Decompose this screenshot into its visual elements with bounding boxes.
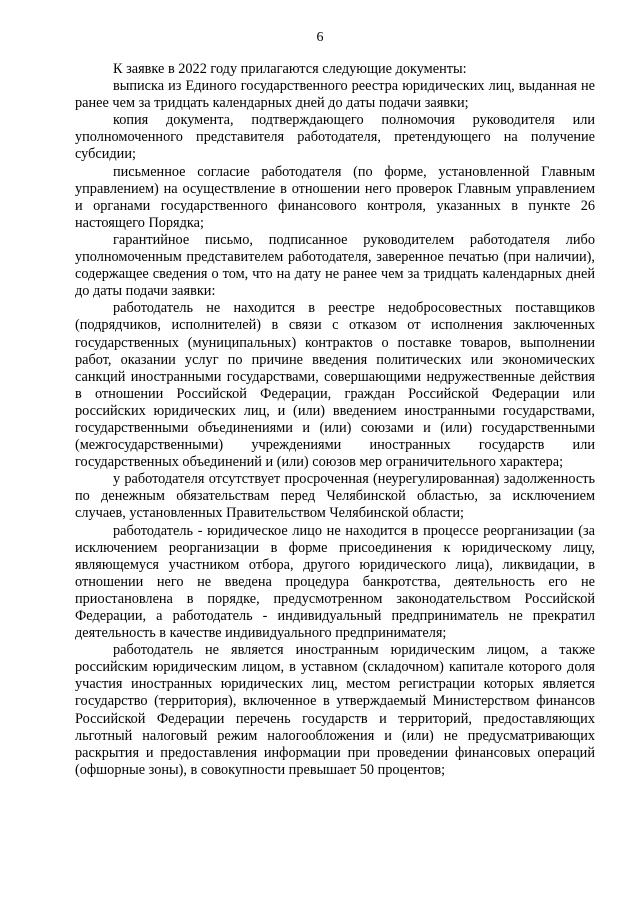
paragraph-registry-extract: выписка из Единого государственного реестра юридических лиц, выданная не ранее чем за тридцать календарных дней до даты подачи заявки; [75, 78, 595, 112]
page-number: 6 [316, 30, 324, 45]
paragraph-authority-copy: копия документа, подтверждающего полномочия руководителя или уполномоченного представителя работодателя, претендующего на получение субсидии; [75, 112, 595, 163]
document-body [75, 61, 595, 779]
paragraph-no-overdue-debt: у работодателя отсутствует просроченная (неурегулированная) задолженность по денежным обязательствам перед Челябинской областью, за исключением случаев, установленных Правительством Челябинской области; [75, 471, 595, 522]
paragraph-documents-intro: К заявке в 2022 году прилагаются следующие документы: [113, 61, 467, 77]
paragraph-written-consent: письменное согласие работодателя (по форме, установленной Главным управлением) на осуществление в отношении него проверок Главным управлением и органами государственного финансового контроля, указанных в пункте 26 настоящего Порядка; [75, 163, 595, 231]
paragraph-guarantee-letter: гарантийное письмо, подписанное руководителем работодателя либо уполномоченным представителем работодателя, заверенное печатью (при наличии), содержащее сведения о том, что на дату не ранее чем за тридцать календарных дней до даты подачи заявки: [75, 231, 595, 300]
paragraph-unfair-suppliers-registry: работодатель не находится в реестре недобросовестных поставщиков (подрядчиков, исполнителей) в связи с отказом от исполнения заключенных государственных (муниципальных) контрактов о поставке товаров, выполнении работ, оказании услуг по причине введения политических или экономических санкций иностранными государствами, совершающими недружественные действия в отношении Российской Федерации, граждан Российской Федерации или российских юридических лиц, и (или) введением иностранными государствами, государственными объединениями и (или) союзами и (или) государственными (межгосударственными) учреждениями иностранных государств или государственных объединений и (или) союзов мер ограничительного характера; [75, 300, 595, 471]
paragraph-not-foreign-entity: работодатель не является иностранным юридическим лицом, а также российским юридическим лицом, в уставном (складочном) капитале которого доля участия иностранных юридических лиц, местом регистрации которых является государство (территория), включенное в утверждаемый Министерством финансов Российской Федерации перечень государств и территорий, предоставляющих льготный налоговый режим налогообложения и (или) не предусматривающих раскрытия и предоставления информации при проведении финансовых операций (офшорные зоны), в совокупности превышает 50 процентов; [75, 642, 595, 778]
paragraph-no-reorganization: работодатель - юридическое лицо не находится в процессе реорганизации (за исключением реорганизации в форме присоединения к юридическому лицу, являющемуся участником отбора, другого юридического лица), ликвидации, в отношении него не введена процедура банкротства, деятельность его не приостановлена в порядке, предусмотренном законодательством Российской Федерации, а работодатель - индивидуальный предприниматель не прекратил деятельность в качестве индивидуального предпринимателя; [75, 522, 595, 642]
